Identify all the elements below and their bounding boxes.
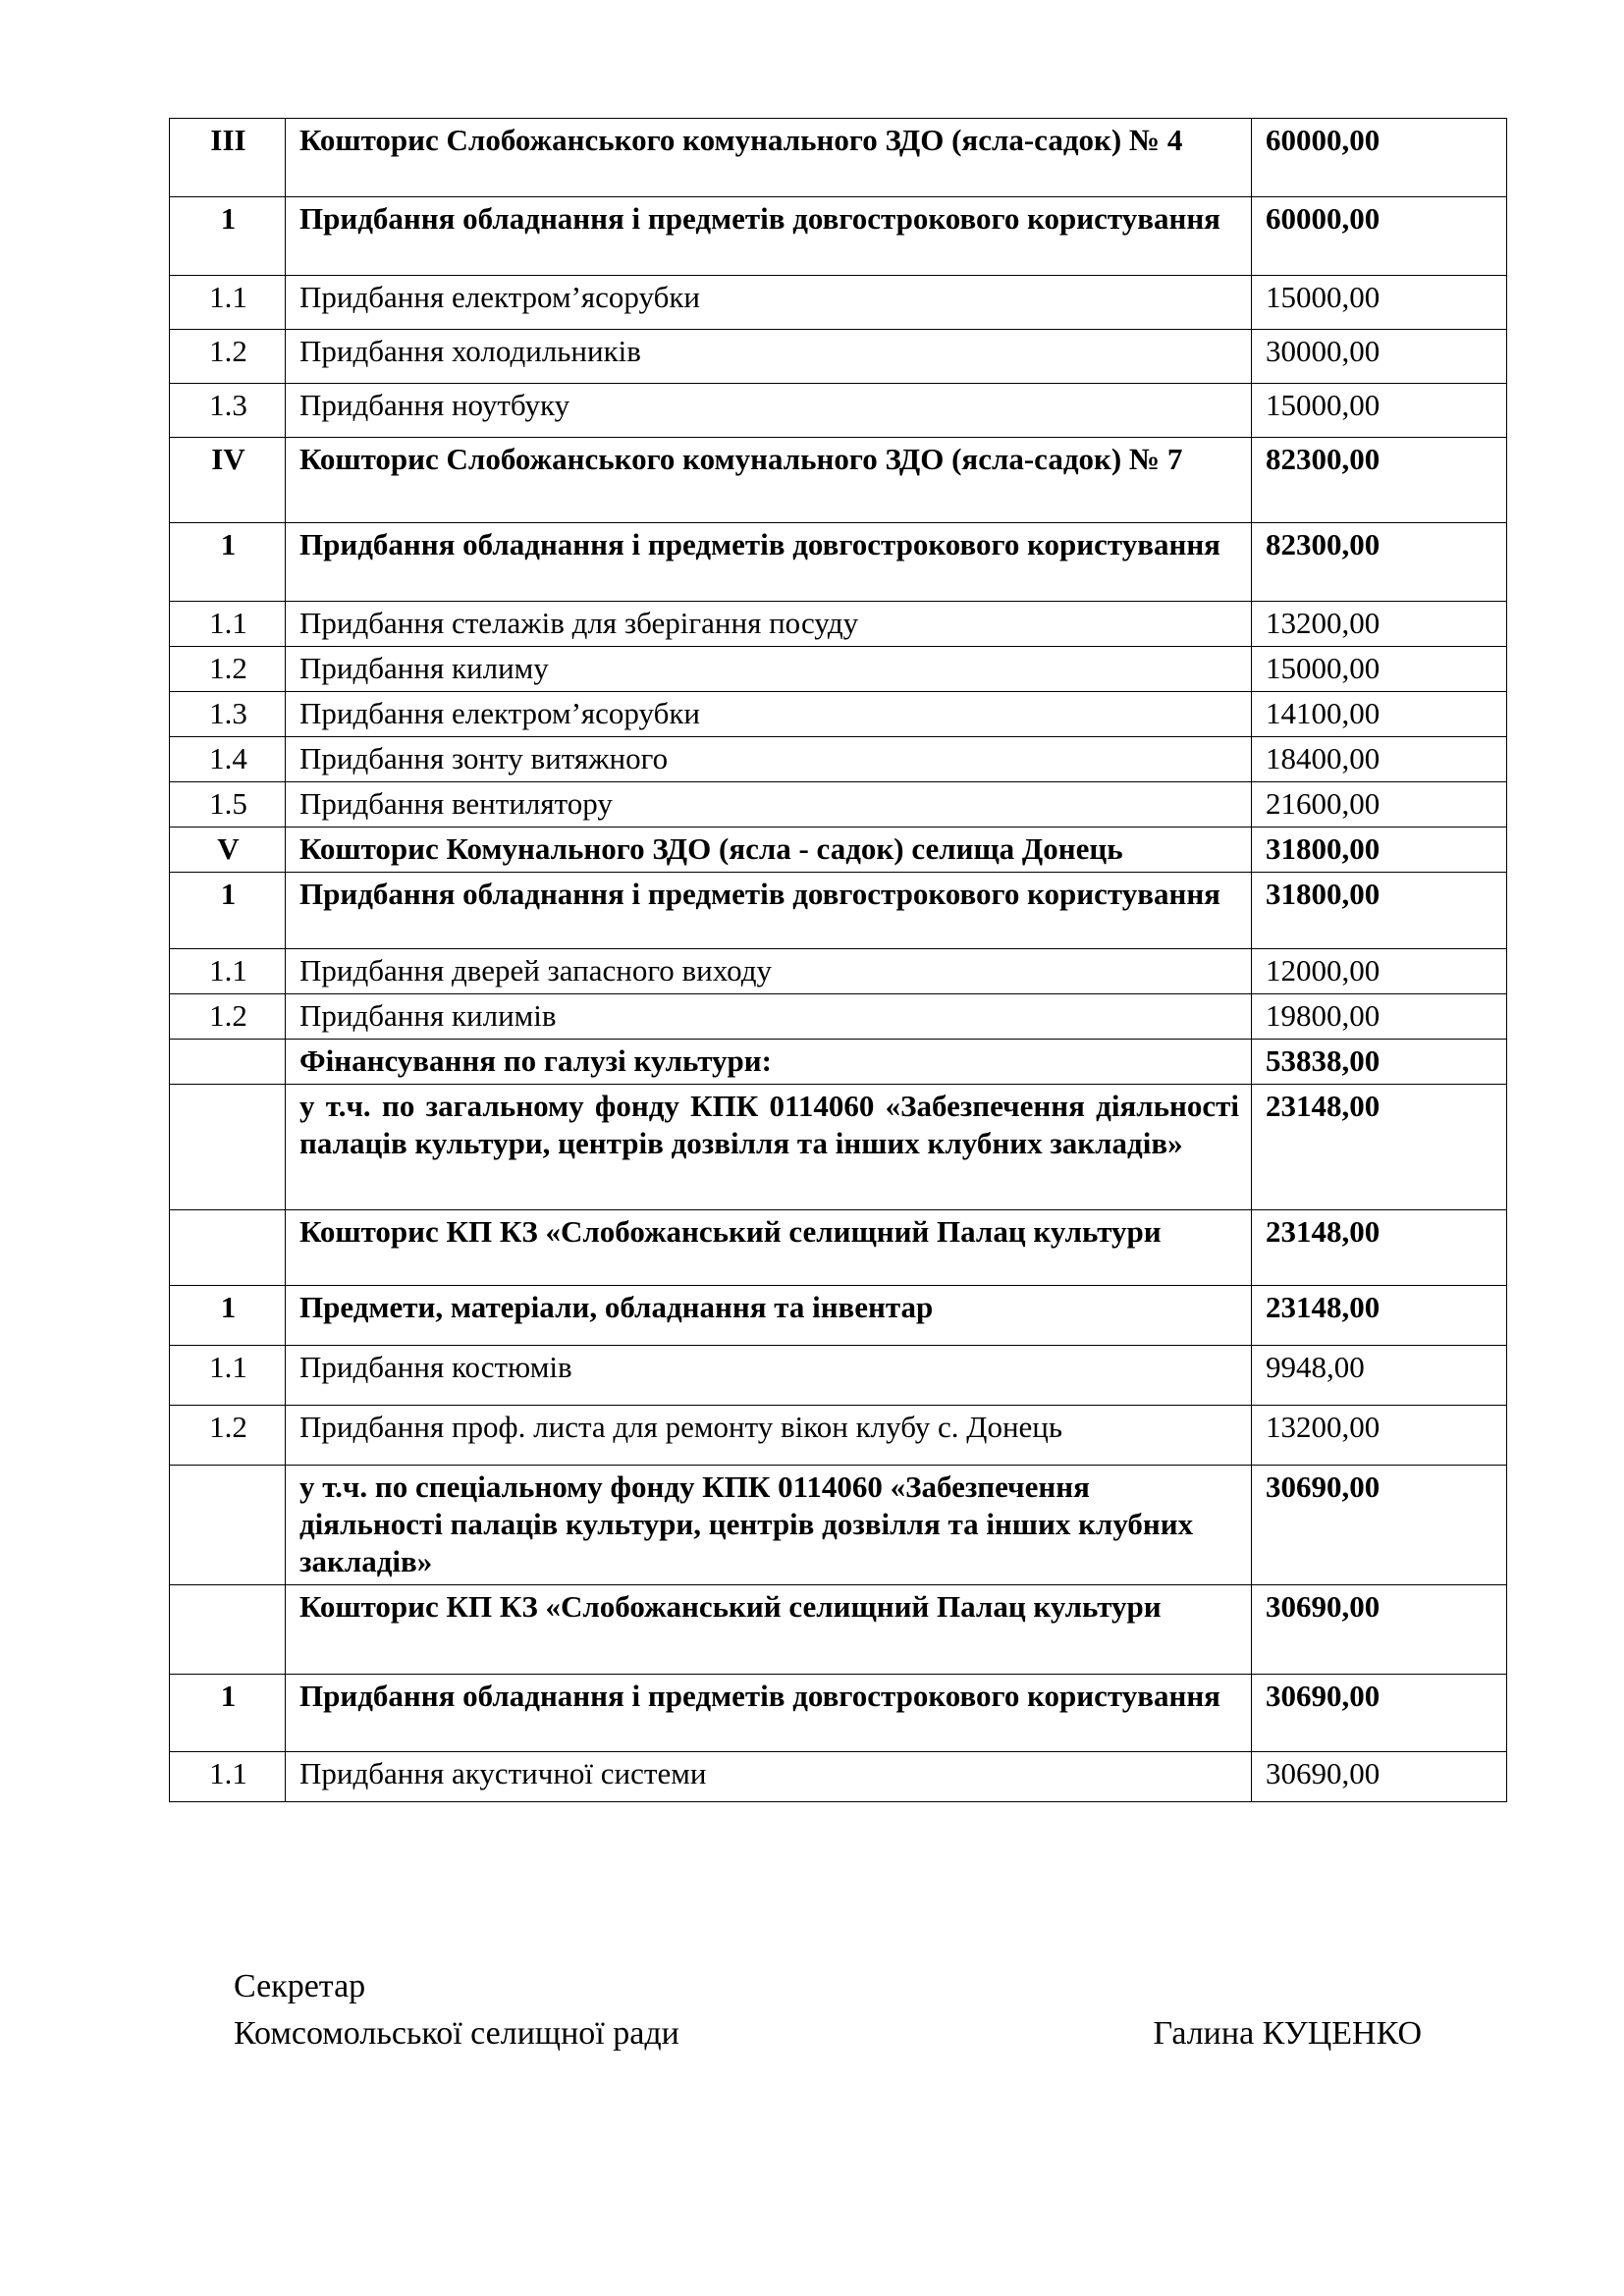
- table-row: [170, 994, 1507, 1040]
- row-description-cell: Фінансування по галузі культури:: [286, 1040, 1252, 1085]
- row-description-cell: Кошторис Слобожанського комунального ЗДО (ясла-садок) № 4: [286, 119, 1252, 197]
- row-description-cell: Кошторис Слобожанського комунального ЗДО (ясла-садок) № 7: [286, 438, 1252, 523]
- row-amount-cell: 31800,00: [1252, 828, 1507, 873]
- table-row: [170, 1585, 1507, 1675]
- row-number-cell: 1.1: [170, 1346, 286, 1406]
- row-amount-cell: 30690,00: [1252, 1466, 1507, 1585]
- table-row: [170, 1286, 1507, 1346]
- table-row: [170, 828, 1507, 873]
- row-description-cell: Придбання холодильників: [286, 330, 1252, 384]
- row-description-cell: Придбання акустичної системи: [286, 1752, 1252, 1802]
- row-number-cell: 1.2: [170, 647, 286, 692]
- row-description-cell: Придбання дверей запасного виходу: [286, 949, 1252, 994]
- table-row: [170, 119, 1507, 197]
- row-number-cell: 1.2: [170, 994, 286, 1040]
- row-number-cell: 1.1: [170, 1752, 286, 1802]
- row-amount-cell: 82300,00: [1252, 438, 1507, 523]
- table-row: [170, 602, 1507, 647]
- row-number-cell: 1.2: [170, 330, 286, 384]
- row-description-cell: Придбання стелажів для зберігання посуду: [286, 602, 1252, 647]
- row-amount-cell: 30690,00: [1252, 1752, 1507, 1802]
- signature-name: Галина КУЦЕНКО: [1153, 2015, 1422, 2052]
- table-row: [170, 1675, 1507, 1752]
- row-number-cell: 1: [170, 523, 286, 602]
- table-row: [170, 1040, 1507, 1085]
- row-amount-cell: 23148,00: [1252, 1085, 1507, 1210]
- row-number-cell: 1.2: [170, 1406, 286, 1466]
- row-description-cell: у т.ч. по загальному фонду КПК 0114060 «Забезпечення діяльності палаців культури, центрів дозвілля та інших клубних закладів»: [286, 1085, 1252, 1210]
- row-description-cell: Придбання електром’ясорубки: [286, 692, 1252, 737]
- row-number-cell: 1.1: [170, 602, 286, 647]
- row-description-cell: Придбання вентилятору: [286, 782, 1252, 828]
- table-row: [170, 647, 1507, 692]
- row-amount-cell: 18400,00: [1252, 737, 1507, 782]
- row-description-cell: Придбання електром’ясорубки: [286, 276, 1252, 330]
- signature-block: [234, 1963, 1432, 2057]
- row-number-cell: [170, 1585, 286, 1675]
- signature-title: Секретар: [234, 1968, 366, 2004]
- signature-organization: Комсомольської селищної ради: [234, 2015, 679, 2052]
- row-amount-cell: 23148,00: [1252, 1210, 1507, 1286]
- row-amount-cell: 30000,00: [1252, 330, 1507, 384]
- table-row: [170, 1466, 1507, 1585]
- row-description-cell: у т.ч. по спеціальному фонду КПК 0114060 «Забезпечення діяльності палаців культури, центрів дозвілля та інших клубних закладів»: [286, 1466, 1252, 1585]
- row-number-cell: IV: [170, 438, 286, 523]
- row-number-cell: V: [170, 828, 286, 873]
- row-number-cell: [170, 1085, 286, 1210]
- table-row: [170, 1346, 1507, 1406]
- row-description-cell: Придбання килиму: [286, 647, 1252, 692]
- signature-row: [234, 2010, 1432, 2057]
- table-row: [170, 330, 1507, 384]
- row-description-cell: Придбання проф. листа для ремонту вікон клубу с. Донець: [286, 1406, 1252, 1466]
- row-amount-cell: 12000,00: [1252, 949, 1507, 994]
- row-number-cell: 1.3: [170, 692, 286, 737]
- row-description-cell: Кошторис КП КЗ «Слобожанський селищний Палац культури: [286, 1210, 1252, 1286]
- row-description-cell: Кошторис КП КЗ «Слобожанський селищний Палац культури: [286, 1585, 1252, 1675]
- row-description-cell: Придбання зонту витяжного: [286, 737, 1252, 782]
- row-number-cell: 1.5: [170, 782, 286, 828]
- row-amount-cell: 21600,00: [1252, 782, 1507, 828]
- row-amount-cell: 19800,00: [1252, 994, 1507, 1040]
- row-amount-cell: 13200,00: [1252, 602, 1507, 647]
- row-description-cell: Предмети, матеріали, обладнання та інвентар: [286, 1286, 1252, 1346]
- table-row: [170, 384, 1507, 438]
- table-row: [170, 782, 1507, 828]
- table-row: [170, 949, 1507, 994]
- row-amount-cell: 15000,00: [1252, 276, 1507, 330]
- row-number-cell: III: [170, 119, 286, 197]
- table-row: [170, 197, 1507, 276]
- table-row: [170, 1406, 1507, 1466]
- row-amount-cell: 82300,00: [1252, 523, 1507, 602]
- row-number-cell: 1: [170, 197, 286, 276]
- row-description-cell: Кошторис Комунального ЗДО (ясла - садок) селища Донець: [286, 828, 1252, 873]
- row-description-cell: Придбання обладнання і предметів довгострокового користування: [286, 523, 1252, 602]
- row-description-cell: Придбання обладнання і предметів довгострокового користування: [286, 873, 1252, 949]
- row-number-cell: 1: [170, 1675, 286, 1752]
- row-amount-cell: 60000,00: [1252, 197, 1507, 276]
- table-row: [170, 692, 1507, 737]
- row-number-cell: 1: [170, 873, 286, 949]
- row-amount-cell: 53838,00: [1252, 1040, 1507, 1085]
- table-row: [170, 1752, 1507, 1802]
- row-number-cell: [170, 1466, 286, 1585]
- row-description-cell: Придбання обладнання і предметів довгострокового користування: [286, 197, 1252, 276]
- table-row: [170, 276, 1507, 330]
- row-amount-cell: 15000,00: [1252, 647, 1507, 692]
- row-description-cell: Придбання костюмів: [286, 1346, 1252, 1406]
- row-amount-cell: 23148,00: [1252, 1286, 1507, 1346]
- row-amount-cell: 60000,00: [1252, 119, 1507, 197]
- table-row: [170, 438, 1507, 523]
- row-number-cell: 1.4: [170, 737, 286, 782]
- row-amount-cell: 30690,00: [1252, 1675, 1507, 1752]
- budget-table: [169, 118, 1507, 1802]
- row-description-cell: Придбання обладнання і предметів довгострокового користування: [286, 1675, 1252, 1752]
- row-number-cell: 1.3: [170, 384, 286, 438]
- row-amount-cell: 15000,00: [1252, 384, 1507, 438]
- row-amount-cell: 9948,00: [1252, 1346, 1507, 1406]
- budget-table-body: [170, 119, 1507, 1802]
- row-number-cell: [170, 1210, 286, 1286]
- table-row: [170, 1210, 1507, 1286]
- row-description-cell: Придбання ноутбуку: [286, 384, 1252, 438]
- row-description-cell: Придбання килимів: [286, 994, 1252, 1040]
- row-number-cell: [170, 1040, 286, 1085]
- row-number-cell: 1.1: [170, 949, 286, 994]
- table-row: [170, 523, 1507, 602]
- table-row: [170, 737, 1507, 782]
- row-amount-cell: 31800,00: [1252, 873, 1507, 949]
- row-amount-cell: 14100,00: [1252, 692, 1507, 737]
- table-row: [170, 873, 1507, 949]
- row-amount-cell: 30690,00: [1252, 1585, 1507, 1675]
- row-number-cell: 1: [170, 1286, 286, 1346]
- row-number-cell: 1.1: [170, 276, 286, 330]
- table-row: [170, 1085, 1507, 1210]
- row-amount-cell: 13200,00: [1252, 1406, 1507, 1466]
